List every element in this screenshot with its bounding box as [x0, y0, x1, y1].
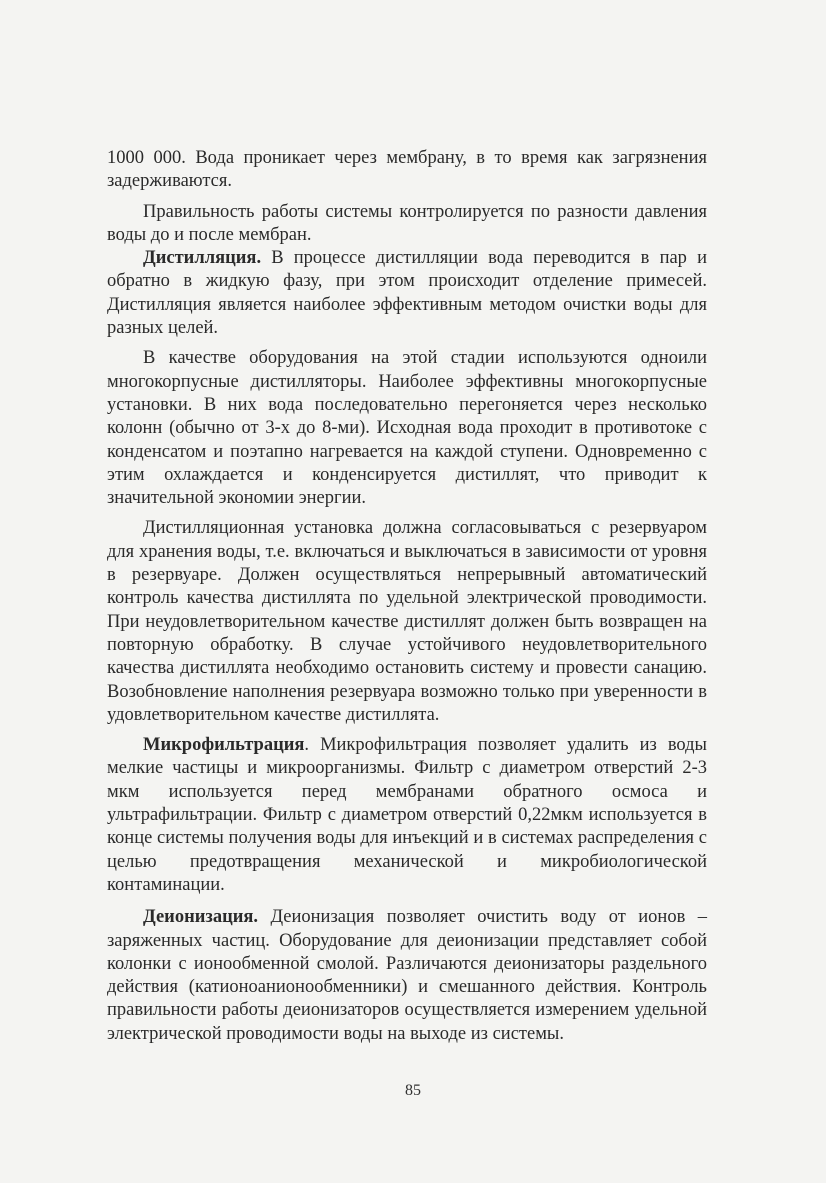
term-microfiltration: Микрофильтрация: [143, 735, 305, 756]
paragraph-text: В процессе дистилляции вода переводится в пар и обратно в жидкую фазу, при этом происходит отделение примесей. Дистилляция является наиболее эффективным методом очистки воды для разных целей.: [107, 248, 707, 339]
paragraph-distillation-unit: [107, 517, 707, 727]
page-number: 85: [405, 1082, 421, 1099]
paragraph-distillation: [107, 247, 707, 340]
paragraph-text: 1000 000. Вода проникает через мембрану, в то время как загрязнения задерживаются.: [107, 148, 707, 192]
term-distillation: Дистилляция.: [143, 248, 262, 269]
paragraph-distillers: [107, 347, 707, 510]
paragraph-text: . Микрофильтрация позволяет удалить из воды мелкие частицы и микроорганизмы. Фильтр с диаметром отверстий 2-3 мкм используется перед мембранами обратного осмоса и ультрафильтрации. Фильтр с диаметром отверстий 0,22мкм используется в конце системы получения воды для инъекций и в системах распределения с целью предотвращения механической и микробиологической контаминации.: [107, 735, 707, 895]
paragraph-pressure-control: [107, 201, 707, 248]
paragraph-text: В качестве оборудования на этой стадии используются одноили многокорпусные дистилляторы. Наиболее эффективны многокорпусные установки. В них вода последовательно перегоняется через несколько колонн (обычно от 3-х до 8-ми). Исходная вода проходит в противотоке с конденсатом и поэтапно нагревается на каждой ступени. Одновременно с этим охлаждается и конденсируется дистиллят, что приводит к значительной экономии энергии.: [107, 348, 707, 509]
body-text: [107, 147, 707, 1046]
paragraph-microfiltration: [107, 734, 707, 897]
term-deionization: Деионизация.: [143, 907, 259, 928]
paragraph-text: Правильность работы системы контролируется по разности давления воды до и после мембран.: [107, 201, 707, 245]
paragraph-membrane-end: [107, 147, 707, 194]
paragraph-deionization: [107, 906, 707, 1046]
paragraph-text: Деионизация позволяет очистить воду от ионов – заряженных частиц. Оборудование для деионизации представляет собой колонки с ионообменной смолой. Различаются деионизаторы раздельного действия (катионоанионообменники) и смешанного действия. Контроль правильности работы деионизаторов осуществляется измерением удельной электрической проводимости воды на выходе из системы.: [107, 907, 707, 1044]
paragraph-text: Дистилляционная установка должна согласовываться с резервуаром для хранения воды, т.е. включаться и выключаться в зависимости от уровня в резервуаре. Должен осуществляться непрерывный автоматический контроль качества дистиллята по удельной электрической проводимости. При неудовлетворительном качестве дистиллят должен быть возвращен на повторную обработку. В случае устойчивого неудовлетворительного качества дистиллята необходимо остановить систему и провести санацию. Возобновление наполнения резервуара возможно только при уверенности в удовлетворительном качестве дистиллята.: [107, 518, 707, 725]
